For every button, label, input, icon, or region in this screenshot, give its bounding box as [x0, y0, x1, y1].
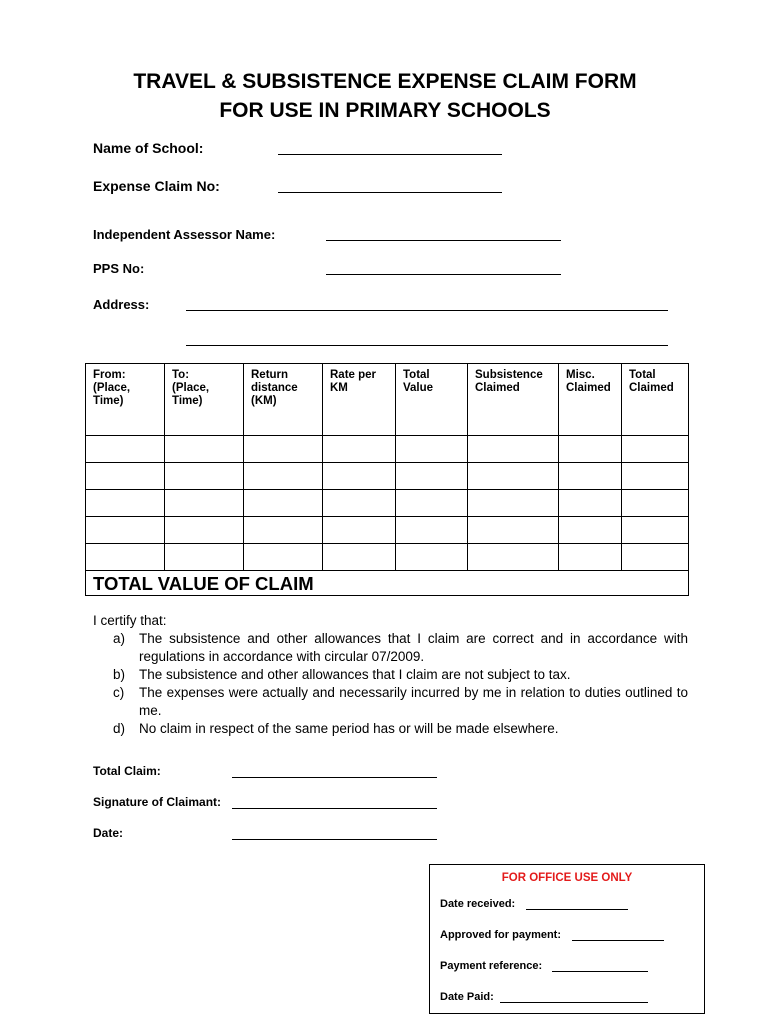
table-cell[interactable] [323, 544, 396, 571]
col-header-subsistence-claimed: Subsistence Claimed [468, 364, 559, 436]
table-cell[interactable] [165, 436, 244, 463]
table-cell[interactable] [323, 517, 396, 544]
table-cell[interactable] [86, 544, 165, 571]
certify-item-marker: d) [113, 721, 126, 736]
total-value-of-claim[interactable]: TOTAL VALUE OF CLAIM [86, 571, 689, 596]
col-header-misc-claimed: Misc. Claimed [559, 364, 622, 436]
total-claim-input-line[interactable] [232, 777, 437, 778]
col-header-return-distance: Return distance (KM) [244, 364, 323, 436]
table-cell[interactable] [622, 544, 689, 571]
certify-item-text: The expenses were actually and necessarily incurred by me in relation to duties outlined to me. [139, 685, 688, 718]
col-header-to: To: (Place, Time) [165, 364, 244, 436]
school-label: Name of School: [93, 140, 204, 156]
table-cell[interactable] [244, 463, 323, 490]
date-paid-input-line[interactable] [500, 1002, 648, 1003]
date-received-input-line[interactable] [526, 909, 628, 910]
table-cell[interactable] [86, 490, 165, 517]
table-cell[interactable] [468, 517, 559, 544]
certify-item-marker: a) [113, 631, 126, 646]
table-cell[interactable] [622, 436, 689, 463]
approved-input-line[interactable] [572, 940, 664, 941]
pps-label: PPS No: [93, 261, 145, 276]
certification-block [93, 612, 688, 738]
table-cell[interactable] [396, 517, 468, 544]
total-claim-label: Total Claim: [93, 764, 161, 778]
certify-item-text: The subsistence and other allowances that I claim are correct and in accordance with regulations in accordance with circular 07/2009. [139, 631, 688, 664]
table-cell[interactable] [244, 490, 323, 517]
table-cell[interactable] [559, 436, 622, 463]
form-title-line2: FOR USE IN PRIMARY SCHOOLS [219, 99, 551, 122]
table-cell[interactable] [559, 490, 622, 517]
address-label: Address: [93, 297, 150, 312]
certify-item-marker: c) [113, 685, 125, 700]
signature-input-line[interactable] [232, 808, 437, 809]
table-row [86, 490, 689, 517]
certify-item-text: The subsistence and other allowances that I claim are not subject to tax. [139, 667, 571, 682]
table-cell[interactable] [622, 463, 689, 490]
certify-item [93, 666, 688, 684]
table-cell[interactable] [165, 517, 244, 544]
certify-intro: I certify that: [93, 613, 167, 628]
approved-for-payment-label: Approved for payment: [440, 929, 562, 941]
table-cell[interactable] [323, 490, 396, 517]
table-cell[interactable] [396, 544, 468, 571]
table-cell[interactable] [468, 463, 559, 490]
table-row [86, 544, 689, 571]
form-title-line1: TRAVEL & SUBSISTENCE EXPENSE CLAIM FORM [133, 70, 637, 93]
table-cell[interactable] [396, 436, 468, 463]
table-cell[interactable] [244, 544, 323, 571]
date-label: Date: [93, 826, 124, 840]
table-cell[interactable] [86, 463, 165, 490]
office-use-heading: FOR OFFICE USE ONLY [501, 872, 633, 884]
col-header-rate-per-km: Rate per KM [323, 364, 396, 436]
payment-reference-label: Payment reference: [440, 960, 543, 972]
table-cell[interactable] [244, 436, 323, 463]
col-header-total-value: Total Value [396, 364, 468, 436]
table-row [86, 463, 689, 490]
assessor-input-line[interactable] [326, 240, 561, 241]
office-use-box [429, 864, 705, 1014]
table-cell[interactable] [559, 463, 622, 490]
table-cell[interactable] [323, 463, 396, 490]
certify-item [93, 684, 688, 720]
school-input-line[interactable] [278, 154, 502, 155]
expense-table [85, 363, 689, 596]
certify-list [93, 630, 688, 738]
date-paid-label: Date Paid: [440, 991, 494, 1003]
table-cell[interactable] [468, 490, 559, 517]
table-cell[interactable] [559, 517, 622, 544]
col-header-from: From: (Place, Time) [86, 364, 165, 436]
table-cell[interactable] [396, 463, 468, 490]
certify-item-marker: b) [113, 667, 126, 682]
table-cell[interactable] [622, 490, 689, 517]
table-cell[interactable] [165, 463, 244, 490]
assessor-label: Independent Assessor Name: [93, 227, 276, 242]
total-value-row [86, 571, 689, 596]
table-header-row [86, 364, 689, 436]
claim-no-label: Expense Claim No: [93, 178, 220, 194]
table-cell[interactable] [559, 544, 622, 571]
certify-item [93, 630, 688, 666]
table-cell[interactable] [86, 436, 165, 463]
claim-no-input-line[interactable] [278, 192, 502, 193]
table-cell[interactable] [165, 490, 244, 517]
table-cell[interactable] [468, 436, 559, 463]
table-row [86, 436, 689, 463]
table-cell[interactable] [86, 517, 165, 544]
address-input-line-2[interactable] [186, 345, 668, 346]
col-header-total-claimed: Total Claimed [622, 364, 689, 436]
table-cell[interactable] [396, 490, 468, 517]
table-cell[interactable] [622, 517, 689, 544]
table-row [86, 517, 689, 544]
table-cell[interactable] [323, 436, 396, 463]
table-cell[interactable] [165, 544, 244, 571]
date-received-label: Date received: [440, 898, 516, 910]
table-cell[interactable] [244, 517, 323, 544]
payment-reference-input-line[interactable] [552, 971, 648, 972]
table-cell[interactable] [468, 544, 559, 571]
date-input-line[interactable] [232, 839, 437, 840]
signature-label: Signature of Claimant: [93, 795, 222, 809]
certify-item-text: No claim in respect of the same period has or will be made elsewhere. [139, 721, 559, 736]
address-input-line-1[interactable] [186, 310, 668, 311]
pps-input-line[interactable] [326, 274, 561, 275]
certify-item [93, 720, 688, 738]
